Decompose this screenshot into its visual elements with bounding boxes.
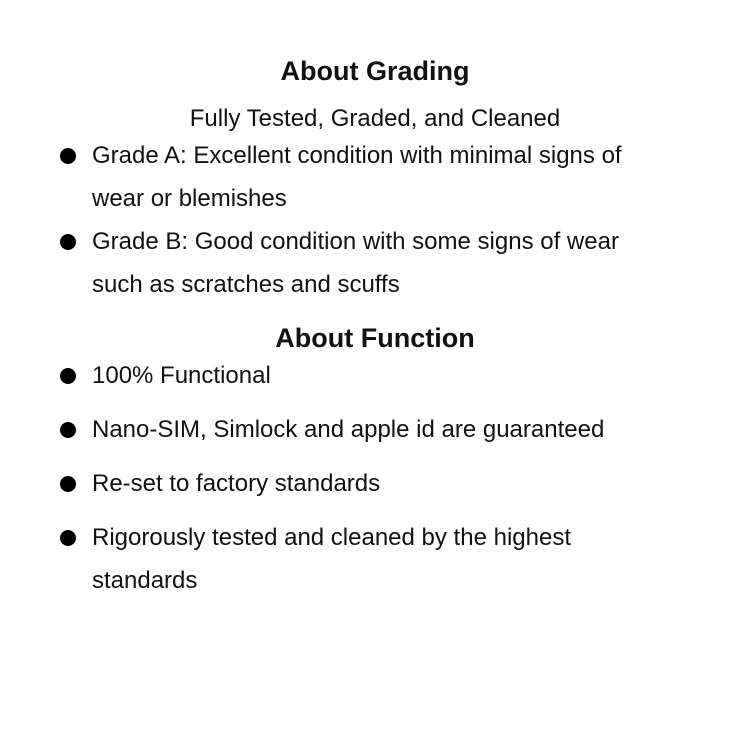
- function-list: [0, 354, 750, 602]
- list-item-text: Rigorously tested and cleaned by the highest standards: [92, 524, 571, 594]
- list-item-text: 100% Functional: [92, 362, 271, 389]
- list-item-functional: [60, 354, 657, 397]
- bullet-icon: [60, 148, 76, 164]
- list-item-nano-sim: [60, 408, 657, 451]
- grading-subtitle: Fully Tested, Graded, and Cleaned: [189, 105, 561, 132]
- list-item-text: Grade A: Excellent condition with minimal signs of wear or blemishes: [92, 142, 622, 212]
- list-item-grade-b: [60, 220, 657, 306]
- list-item-text: Re-set to factory standards: [92, 470, 381, 497]
- section-title-grading: About Grading: [280, 56, 470, 86]
- list-item-text: Grade B: Good condition with some signs of wear such as scratches and scuffs: [92, 228, 619, 298]
- list-item-reset: [60, 462, 657, 505]
- bullet-icon: [60, 422, 76, 438]
- list-item-rigorously-tested: [60, 516, 657, 602]
- grading-list: [0, 134, 750, 306]
- list-item-grade-a: [60, 134, 657, 220]
- bullet-icon: [60, 368, 76, 384]
- bullet-icon: [60, 234, 76, 250]
- bullet-icon: [60, 476, 76, 492]
- list-item-text: Nano-SIM, Simlock and apple id are guaranteed: [92, 416, 605, 443]
- bullet-icon: [60, 530, 76, 546]
- section-title-function: About Function: [275, 323, 475, 353]
